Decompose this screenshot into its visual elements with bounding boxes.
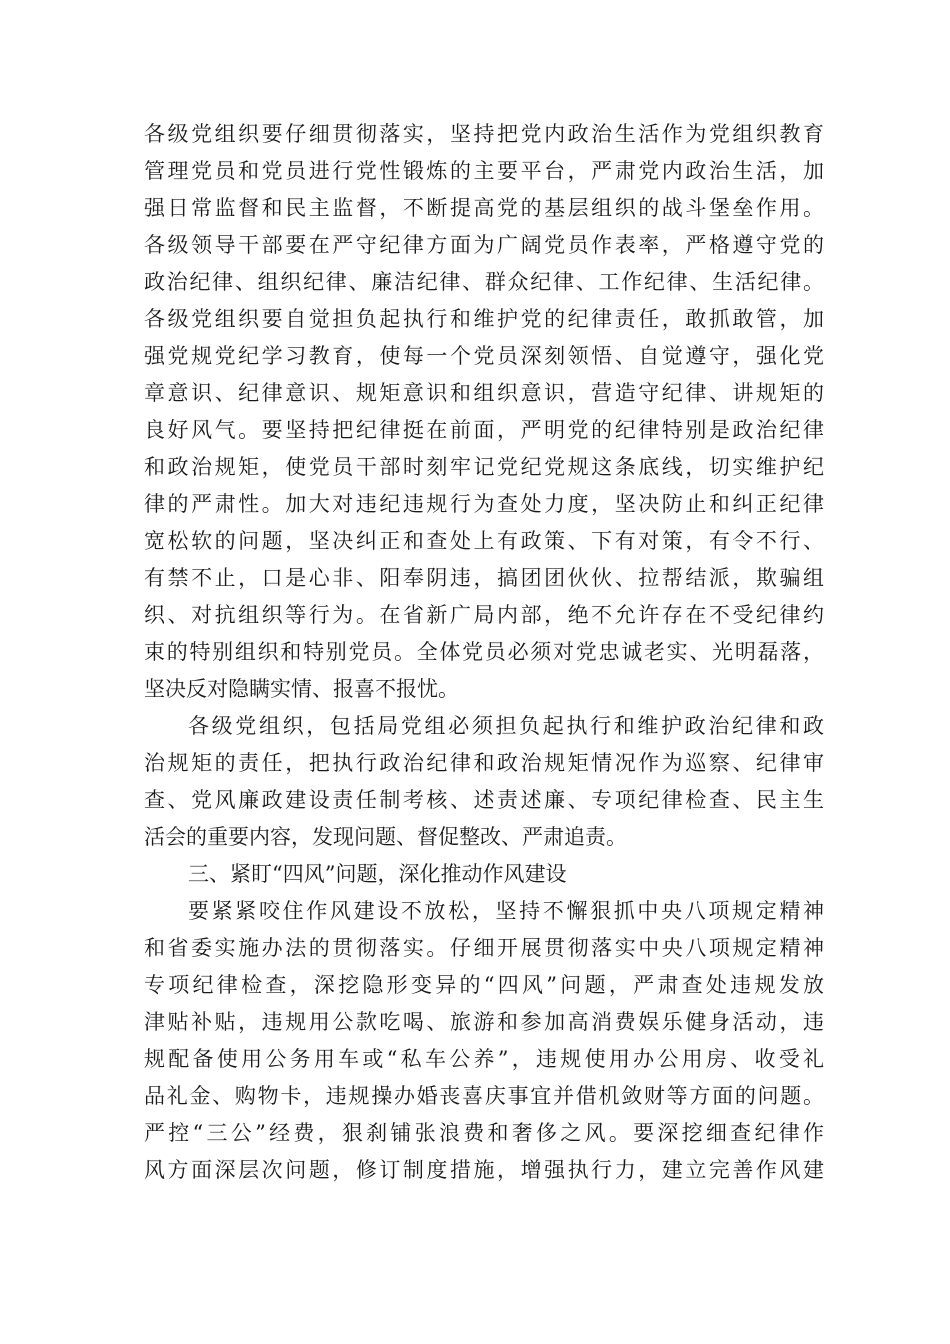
text-line: 规配备使用公务用车或“私车公养”，违规使用办公用房、收受礼	[144, 1047, 824, 1071]
text-line: 活会的重要内容，发现问题、督促整改、严肃追责。	[144, 825, 627, 849]
text-line: 强党规党纪学习教育，使每一个党员深刻领悟、自觉遵守，强化党	[144, 344, 824, 368]
text-line: 专项纪律检查，深挖隐形变异的“四风”问题，严肃查处违规发放	[144, 973, 824, 997]
text-line: 管理党员和党员进行党性锻炼的主要平台，严肃党内政治生活，加	[144, 159, 824, 183]
text-line: 查、党风廉政建设责任制考核、述责述廉、专项纪律检查、民主生	[144, 788, 824, 812]
text-line: 和省委实施办法的贯彻落实。仔细开展贯彻落实中央八项规定精神	[144, 936, 824, 960]
text-line: 和政治规矩，使党员干部时刻牢记党纪党规这条底线，切实维护纪	[144, 455, 824, 479]
text-line: 津贴补贴，违规用公款吃喝、旅游和参加高消费娱乐健身活动，违	[144, 1010, 824, 1034]
text-line: 坚决反对隐瞒实情、报喜不报忧。	[144, 677, 459, 701]
text-line: 各级党组织要自觉担负起执行和维护党的纪律责任，敢抓敢管，加	[144, 307, 824, 331]
text-line: 品礼金、购物卡，违规操办婚丧喜庆事宜并借机敛财等方面的问题。	[144, 1084, 824, 1108]
section-heading: 三、紧盯“四风”问题，深化推动作风建设	[188, 862, 567, 886]
text-line: 各级领导干部要在严守纪律方面为广阔党员作表率，严格遵守党的	[144, 233, 824, 257]
text-line: 严控“三公”经费，狠刹铺张浪费和奢侈之风。要深挖细查纪律作	[144, 1121, 824, 1145]
text-line: 政治纪律、组织纪律、廉洁纪律、群众纪律、工作纪律、生活纪律。	[144, 270, 824, 294]
text-line: 各级党组织要仔细贯彻落实，坚持把党内政治生活作为党组织教育	[144, 122, 824, 146]
body-text	[144, 116, 824, 1189]
text-line: 风方面深层次问题，修订制度措施，增强执行力，建立完善作风建	[144, 1158, 824, 1182]
text-line: 各级党组织，包括局党组必须担负起执行和维护政治纪律和政	[188, 714, 824, 738]
text-line: 章意识、纪律意识、规矩意识和组织意识，营造守纪律、讲规矩的	[144, 381, 824, 405]
text-line: 要紧紧咬住作风建设不放松，坚持不懈狠抓中央八项规定精神	[188, 899, 824, 923]
text-line: 织、对抗组织等行为。在省新广局内部，绝不允许存在不受纪律约	[144, 603, 824, 627]
text-line: 宽松软的问题，坚决纠正和查处上有政策、下有对策，有令不行、	[144, 529, 824, 553]
text-line: 良好风气。要坚持把纪律挺在前面，严明党的纪律特别是政治纪律	[144, 418, 824, 442]
text-line: 有禁不止，口是心非、阳奉阴违，搞团团伙伙、拉帮结派，欺骗组	[144, 566, 824, 590]
text-line: 强日常监督和民主监督，不断提高党的基层组织的战斗堡垒作用。	[144, 196, 824, 220]
text-line: 束的特别组织和特别党员。全体党员必须对党忠诚老实、光明磊落，	[144, 640, 824, 664]
text-line: 治规矩的责任，把执行政治纪律和政治规矩情况作为巡察、纪律审	[144, 751, 824, 775]
text-line: 律的严肃性。加大对违纪违规行为查处力度，坚决防止和纠正纪律	[144, 492, 824, 516]
